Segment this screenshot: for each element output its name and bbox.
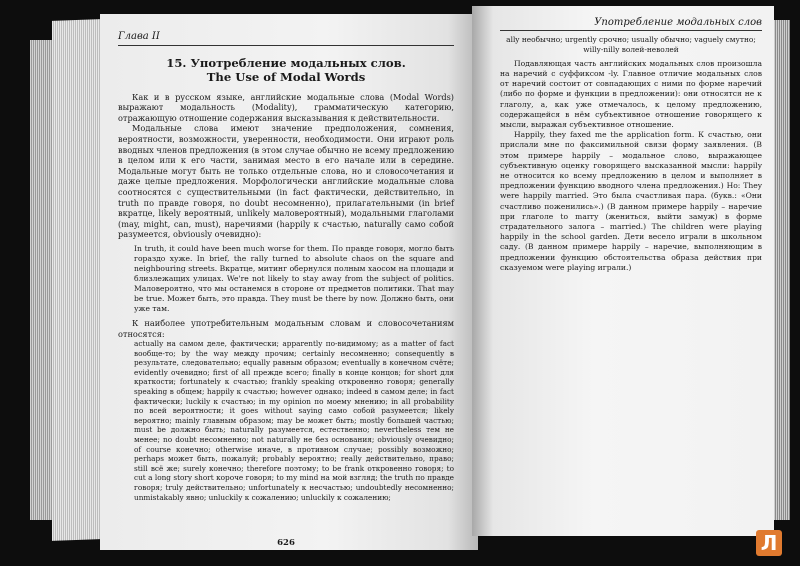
paragraph-2: Модальные слова имеют значение предположения, сомнения, вероятности, возможности, уверенности, необходимости. Они играют роль вводных членов предложения (в этом случае обычно не всему предложению в целом или к его части, занимая место в его начале или в середине. Модальные могут быть не только отдельные слова, но и словосочетания и даже целые предложения. Морфологически английские модальные слова соотносятся с существительными (in fact фактически, действительно, in truth по правде говоря, no doubt несомненно), прилагательными (in brief вкратце, likely вероятный, unlikely маловероятный), модальными глаголами (may, might, can, must), наречиями (happily к счастью, naturally само собой разумеется, obviously очевидно): [118, 123, 454, 240]
page-edges-left [52, 19, 100, 541]
section-title-en: The Use of Modal Words [206, 69, 366, 84]
section-title-ru: 15. Употребление модальных слов. [166, 55, 406, 70]
page-edges-right [774, 20, 790, 520]
paragraph-1: Как и в русском языке, английские модальные слова (Modal Words) выражают модальность (Modality), грамматическую категорию, отражающую отношение содержания высказывания к действительности. [118, 91, 454, 123]
paragraph-3: К наиболее употребительным модальным словам и словосочетаниям относятся: [118, 317, 454, 339]
watermark-logo: Л [756, 530, 782, 556]
right-page [472, 6, 774, 536]
modal-words-list: actually на самом деле, фактически; apparently по-видимому; as a matter of fact вообще-то; by the way между прочим; certainly несомненно; consequently в результате, следовательно; equally равным образом; eventually в конечном счёте; evidently очевидно; first of all прежде всего; finally в конце концов; for short для краткости; fortunately к счастью; frankly speaking откровенно говоря; generally speaking в общем; happily к счастью; however однако; indeed в самом деле; in fact фактически; luckily к счастью; in my opinion по моему мнению; in all probability по всей вероятности; it goes without saying само собой разумеется; likely вероятно; mainly главным образом; may be может быть; mostly большей частью; must be должно быть; naturally разумеется, естественно; nevertheless тем не менее; no doubt несомненно; not naturally не без основания; obviously очевидно; of course конечно; otherwise иначе, в противном случае; possibly возможно; perhaps может быть, пожалуй; probably вероятно; really действительно, право; still всё же; surely конечно; therefore поэтому; to be frank откровенно говоря; to cut a long story short короче говоря; to my mind на мой взгляд; the truth по правде говоря; truly действительно; unfortunately к несчастью; undoubtedly несомненно; unmistakably явно; unluckily к сожалению; unluckily к сожалению; [134, 339, 454, 502]
left-page [100, 14, 478, 550]
right-paragraph-2: Happily, they faxed me the application form. К счастью, они прислали мне по факсимильной связи форму заявления. (В этом примере happily – модальное слово, выражающее субъективную оценку говорящего высказанной мысли: happily не относится ко всему предложению в целом и выполняет в предложении функцию вводного члена предложения.) Но: They were happily married. Это была счастливая пара. (букв.: «Они счастливо поженились».) (В данном примере happily – наречие при глаголе to marry (жениться, выйти замуж) в форме страдательного залога – married.) The children were playing happily in the school garden. Дети весело играли в школьном саду. (В данном примере happily – наречие, выполняющим в предложении функцию обстоятельства образа действия при сказуемом were playing играли.) [500, 130, 762, 272]
page-number: 626 [277, 538, 295, 548]
section-title [118, 56, 454, 84]
running-head-right: Употребление модальных слов [500, 18, 762, 31]
right-page-content [500, 18, 762, 273]
left-page-content [118, 31, 454, 548]
running-head-left: Глава II [118, 32, 454, 46]
right-paragraph-1: Подавляющая часть английских модальных слов произошла на наречий с суффиксом -ly. Главное отличие модальных слов от наречий состоит от совпадающих с ними по форме наречий (либо по форме и функции в предложении): они относятся не к глаголу, а, как уже отмечалось, к целому предложению, содержащейся в нём субъективное отношение говорящего к мысли, выражая субъективное отношение. [500, 58, 762, 130]
modal-words-list-continued: ally необычно; urgently срочно; usually обычно; vaguely смутно; willy-nilly волей-неволей [506, 35, 756, 54]
example-block: In truth, it could have been much worse for them. По правде говоря, могло быть гораздо хуже. In brief, the rally turned to absolute chaos on the square and neighbouring streets. Вкратце, митинг обернулся полным хаосом на площади и близлежащих улицах. We're not likely to stay away from the subject of politics. Маловероятно, что мы останемся в стороне от предметов политики. That may be true. Может быть, это правда. They must be there by now. Должно быть, они уже там. [134, 243, 454, 313]
